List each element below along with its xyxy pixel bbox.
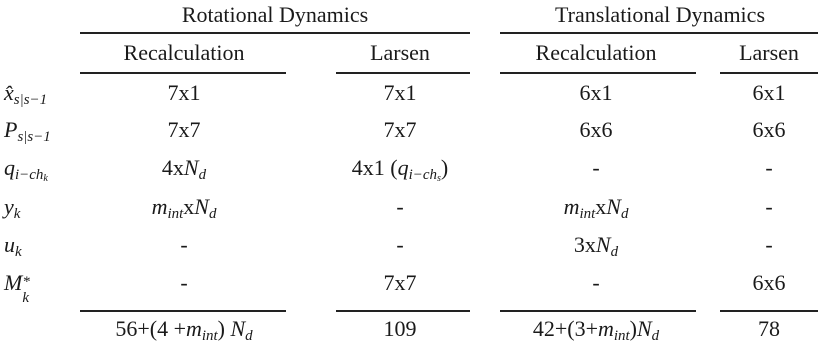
cell: 6x6 (752, 270, 786, 295)
cell: - (180, 270, 188, 295)
row-label-u: $u_k$ (4, 232, 22, 260)
subheader-rot-recalculation: Recalculation (123, 40, 245, 65)
rule-rot-recalc (80, 72, 286, 74)
rule-rot-larsen (336, 72, 470, 74)
total-rot-larsen: 109 (383, 316, 417, 341)
cell: $3xN_d$ (573, 232, 619, 260)
rule-total-rot-larsen (336, 310, 470, 312)
cell: 7x1 (383, 80, 417, 105)
cell: - (180, 232, 188, 257)
total-trans-recalc: $42+(3+m_{int})N_d$ (532, 316, 660, 344)
rule-total-trans-larsen (720, 310, 818, 312)
subheader-trans-recalculation: Recalculation (535, 40, 657, 65)
row-label-x-hat: $x̂_{s|s-1}$ (4, 80, 48, 108)
rule-translational (500, 32, 818, 34)
cell: 6x6 (752, 117, 786, 142)
cell: - (396, 232, 404, 257)
cell: - (592, 155, 600, 180)
rule-total-rot-recalc (80, 310, 286, 312)
total-rot-recalc: $56+(4 +m_{int})$ $N_d$ (115, 316, 253, 344)
row-label-y: $y_k$ (4, 194, 21, 222)
row-label-m-star: M * k (4, 270, 30, 306)
subheader-trans-larsen: Larsen (739, 40, 799, 65)
cell: 7x7 (383, 117, 417, 142)
rule-total-trans-recalc (500, 310, 696, 312)
header-translational-dynamics: Translational Dynamics (555, 2, 765, 27)
cell: 6x6 (579, 117, 613, 142)
cell: - (765, 194, 773, 219)
cell: - (592, 270, 600, 295)
cell: $m_{int}xN_d$ (151, 194, 217, 222)
rule-rotational (80, 32, 470, 34)
cell: 6x1 (579, 80, 613, 105)
cell: 7x7 (383, 270, 417, 295)
cell: $m_{int}xN_d$ (563, 194, 629, 222)
cell: - (396, 194, 404, 219)
row-label-q: $q_{i-ch_k}$ (4, 155, 48, 185)
total-trans-larsen: 78 (758, 316, 780, 341)
cell: $4xN_d$ (161, 155, 207, 183)
cell: 7x1 (167, 80, 201, 105)
header-rotational-dynamics: Rotational Dynamics (181, 2, 369, 27)
rule-trans-larsen (720, 72, 818, 74)
cell: 6x1 (752, 80, 786, 105)
cell: - (765, 232, 773, 257)
rule-trans-recalc (500, 72, 696, 74)
cell: 7x7 (167, 117, 201, 142)
cell: - (765, 155, 773, 180)
row-label-p: $P_{s|s-1}$ (4, 117, 51, 145)
cell: 4x1 $(q_{i-ch_s})$ (351, 155, 449, 185)
subheader-rot-larsen: Larsen (370, 40, 430, 65)
